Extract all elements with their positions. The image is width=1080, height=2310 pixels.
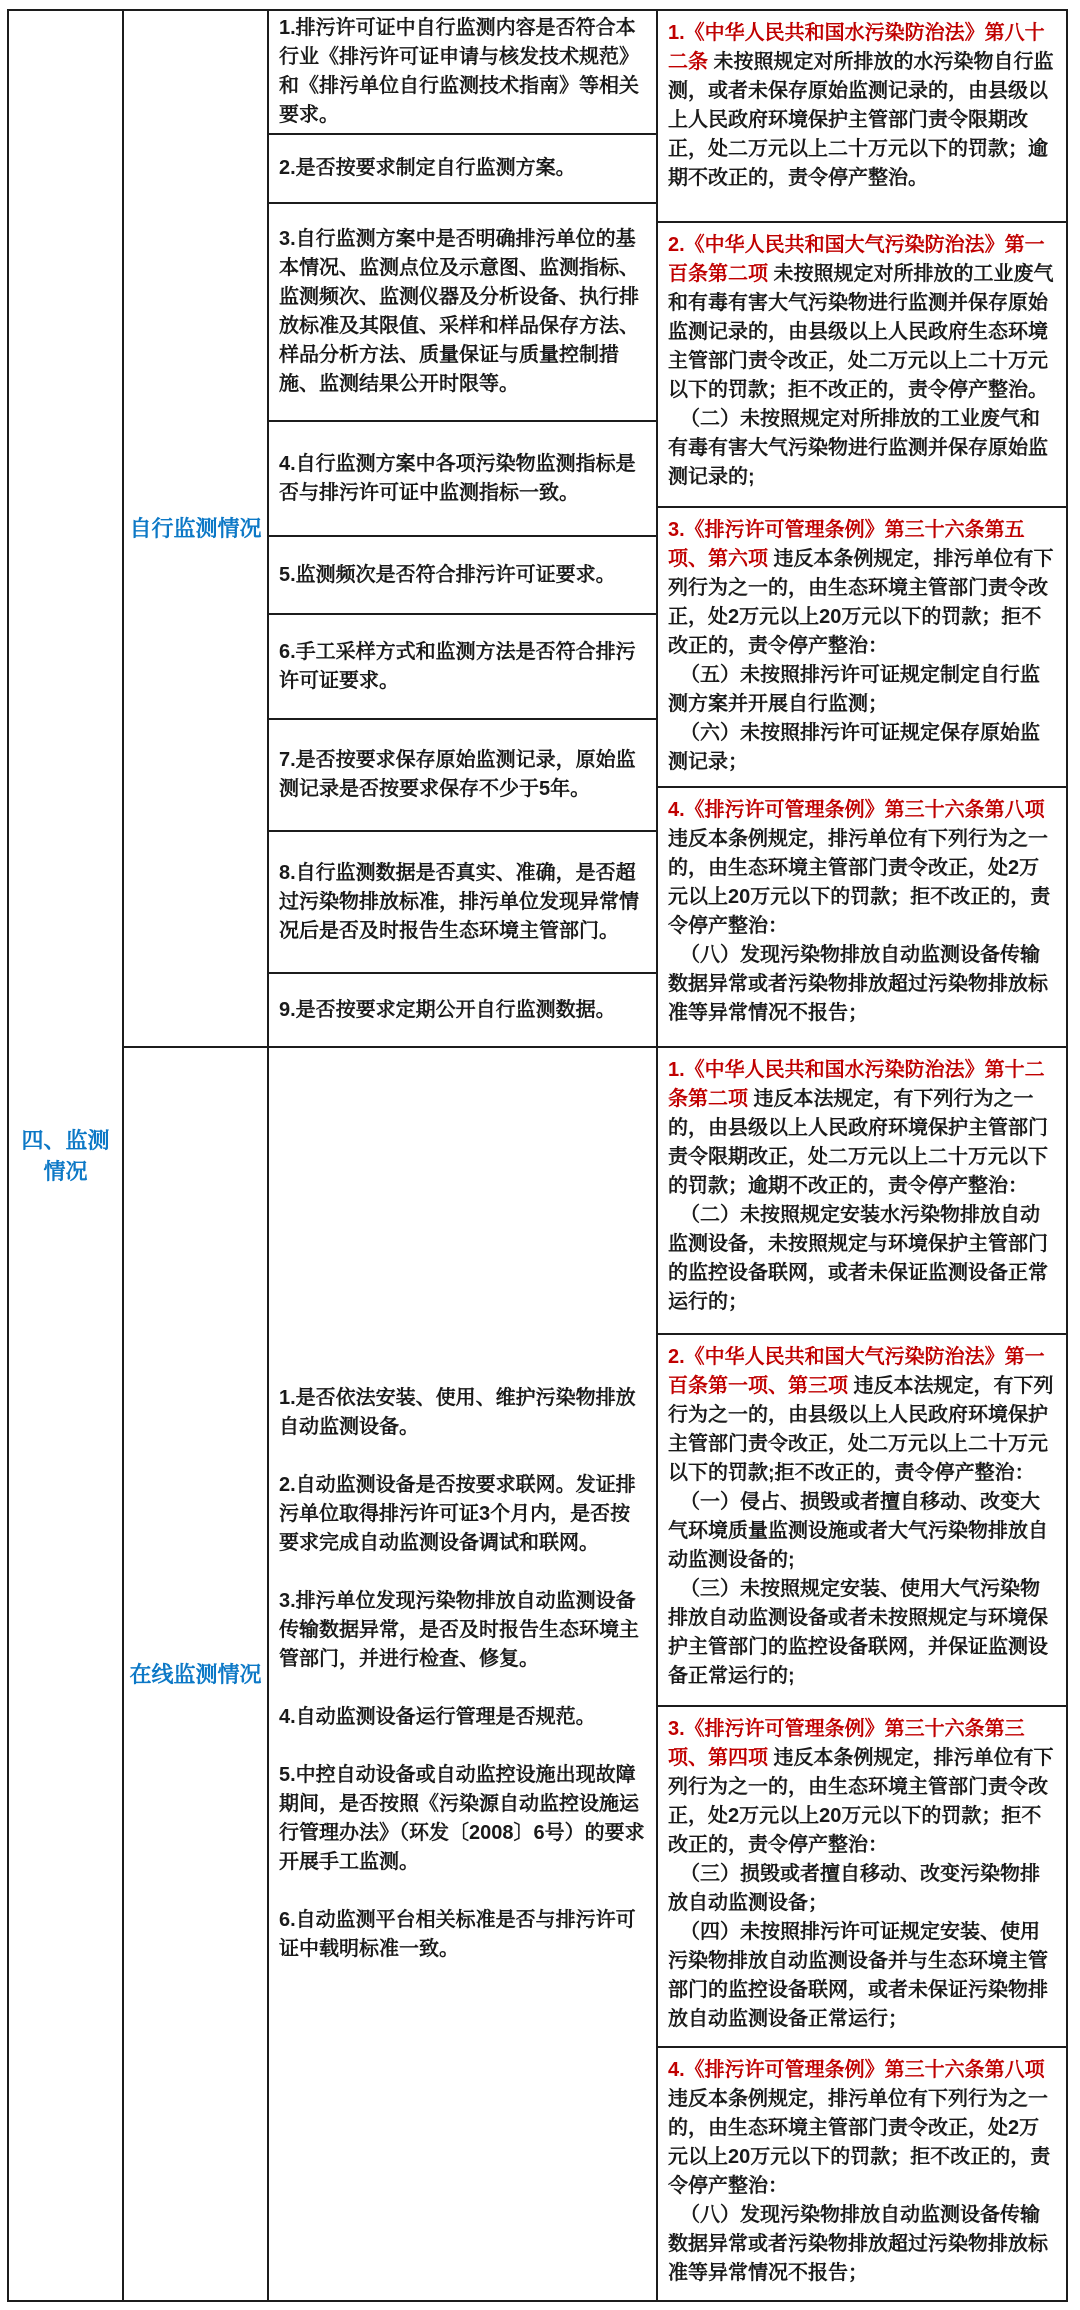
legal-ref: 2.《中华人民共和国大气污染防治法》第一百条第一项、第三项 xyxy=(668,1346,1045,1397)
legal-basis-cell xyxy=(658,1335,1066,1707)
legal-basis-cell xyxy=(658,2048,1066,2300)
legal-ref: 3.《排污许可管理条例》第三十六条第三项、第四项 xyxy=(668,1718,1025,1769)
self-monitoring-check-items xyxy=(269,11,656,1048)
legal-ref: 3.《排污许可管理条例》第三十六条第五项、第六项 xyxy=(668,519,1025,570)
legal-lead-paragraph xyxy=(668,1343,1056,1488)
legal-sub-item: （三）未按照规定安装、使用大气污染物排放自动监测设备或者未按照规定与环境保护主管部门的监控设备联网，并保证监测设备正常运行的; xyxy=(668,1578,1048,1687)
legal-lead-paragraph xyxy=(668,231,1056,405)
legal-lead-paragraph xyxy=(668,1056,1056,1201)
legal-basis-cell xyxy=(658,223,1066,508)
check-item-cell xyxy=(269,832,656,974)
check-item-text: 2.是否按要求制定自行监测方案。 xyxy=(279,157,576,179)
legal-body: 违反本法规定，有下列行为之一的，由县级以上人民政府环境保护主管部门责令限期改正，处二万元以上二十万元以下的罚款；逾期不改正的，责令停产整治： xyxy=(668,1088,1048,1197)
check-item-text: 6.手工采样方式和监测方法是否符合排污许可证要求。 xyxy=(279,640,636,692)
legal-ref: 4.《排污许可管理条例》第三十六条第八项 xyxy=(668,799,1045,821)
legal-body: 违反本法规定，有下列行为之一的，由县级以上人民政府环境保护主管部门责令改正，处二万元以上二十万元以下的罚款;拒不改正的，责令停产整治： xyxy=(668,1375,1054,1484)
legal-ref: 4.《排污许可管理条例》第三十六条第八项 xyxy=(668,2059,1045,2081)
legal-basis-cell xyxy=(658,1707,1066,2048)
legal-sub-item: （二）未按照规定对所排放的工业废气和有毒有害大气污染物进行监测并保存原始监测记录的; xyxy=(668,408,1048,488)
check-item-text: 4.自动监测设备运行管理是否规范。 xyxy=(279,1706,596,1728)
category-label-online-monitoring: 在线监测情况 xyxy=(129,1661,262,1687)
section-label: 四、监测情况 xyxy=(21,1127,110,1184)
check-item-cell xyxy=(269,537,656,615)
legal-body: 未按照规定对所排放的水污染物自行监测，或者未保存原始监测记录的，由县级以上人民政府环境保护主管部门责令限期改正，处二万元以上二十万元以下的罚款；逾期不改正的，责令停产整治。 xyxy=(668,51,1054,189)
section-cell xyxy=(9,11,124,2300)
legal-ref: 1.《中华人民共和国水污染防治法》第八十二条 xyxy=(668,22,1045,73)
legal-lead-paragraph xyxy=(668,19,1056,193)
category-label-self-monitoring: 自行监测情况 xyxy=(129,516,262,541)
check-item-text: 1.排污许可证中自行监测内容是否符合本行业《排污许可证申请与核发技术规范》和《排污单位自行监测技术指南》等相关要求。 xyxy=(279,17,639,126)
legal-sub-item: （一）侵占、损毁或者擅自移动、改变大气环境质量监测设施或者大气污染物排放自动监测设备的; xyxy=(668,1491,1048,1571)
check-item-text: 3.自行监测方案中是否明确排污单位的基本情况、监测点位及示意图、监测指标、监测频次、监测仪器及分析设备、执行排放标准及其限值、采样和样品保存方法、样品分析方法、质量保证与质量控制措施、监测结果公开时限等。 xyxy=(279,228,639,395)
check-item-text: 3.排污单位发现污染物排放自动监测设备传输数据异常，是否及时报告生态环境主管部门，并进行检查、修复。 xyxy=(279,1590,639,1670)
legal-body: 违反本条例规定，排污单位有下列行为之一的，由生态环境主管部门责令改正，处2万元以上20万元以下的罚款；拒不改正的，责令停产整治： xyxy=(668,2088,1051,2197)
check-item-text: 5.监测频次是否符合排污许可证要求。 xyxy=(279,563,616,586)
legal-basis-column xyxy=(658,11,1066,2300)
legal-sub-item: （八）发现污染物排放自动监测设备传输数据异常或者污染物排放超过污染物排放标准等异常情况不报告； xyxy=(668,944,1048,1024)
check-item-cell xyxy=(269,974,656,1046)
legal-body: 未按照规定对所排放的工业废气和有毒有害大气污染物进行监测并保存原始监测记录的，由县级以上人民政府生态环境主管部门责令改正，处二万元以上二十万元以下的罚款；拒不改正的，责令停产整治。 xyxy=(668,263,1054,401)
legal-body: 违反本条例规定，排污单位有下列行为之一的，由生态环境主管部门责令改正，处2万元以上20万元以下的罚款；拒不改正的，责令停产整治： xyxy=(668,828,1051,937)
check-item-text: 9.是否按要求定期公开自行监测数据。 xyxy=(279,998,616,1021)
legal-sub-item: （八）发现污染物排放自动监测设备传输数据异常或者污染物排放超过污染物排放标准等异常情况不报告； xyxy=(668,2204,1048,2284)
legal-body: 违反本条例规定，排污单位有下列行为之一的，由生态环境主管部门责令改正，处2万元以上20万元以下的罚款；拒不改正的，责令停产整治： xyxy=(668,1747,1054,1856)
legal-ref: 2.《中华人民共和国大气污染防治法》第一百条第二项 xyxy=(668,234,1045,285)
monitoring-inspection-table xyxy=(7,9,1068,2302)
check-item-cell xyxy=(269,1048,656,2300)
online-monitoring-legal-cells xyxy=(658,1048,1066,2300)
legal-lead-paragraph xyxy=(668,516,1056,661)
legal-basis-cell xyxy=(658,508,1066,788)
check-item-cell xyxy=(269,422,656,537)
legal-sub-item: （二）未按照规定安装水污染物排放自动监测设备，未按照规定与环境保护主管部门的监控设备联网，或者未保证监测设备正常运行的； xyxy=(668,1204,1048,1313)
category-column xyxy=(124,11,269,2300)
check-item-text: 2.自动监测设备是否按要求联网。发证排污单位取得排污许可证3个月内，是否按要求完成自动监测设备调试和联网。 xyxy=(279,1474,636,1554)
legal-sub-item: （六）未按照排污许可证规定保存原始监测记录； xyxy=(668,722,1040,773)
check-item-cell xyxy=(269,615,656,720)
legal-basis-cell xyxy=(658,1048,1066,1335)
check-item-text: 5.中控自动设备或自动监控设施出现故障期间，是否按照《污染源自动监控设施运行管理办法》（环发〔2008〕6号）的要求开展手工监测。 xyxy=(279,1764,645,1873)
check-item-text: 4.自行监测方案中各项污染物监测指标是否与排污许可证中监测指标一致。 xyxy=(279,452,636,504)
legal-basis-cell xyxy=(658,788,1066,1046)
check-items-column xyxy=(269,11,658,2300)
self-monitoring-legal-cells xyxy=(658,11,1066,1048)
check-item-text: 1.是否依法安装、使用、维护污染物排放自动监测设备。 xyxy=(279,1387,636,1438)
check-item-text: 7.是否按要求保存原始监测记录，原始监测记录是否按要求保存不少于5年。 xyxy=(279,749,636,800)
check-item-cell xyxy=(269,11,656,135)
category-cell-self-monitoring xyxy=(124,11,267,1048)
legal-sub-item: （三）损毁或者擅自移动、改变污染物排放自动监测设备； xyxy=(668,1863,1040,1914)
check-item-cell xyxy=(269,135,656,204)
legal-body: 违反本条例规定，排污单位有下列行为之一的，由生态环境主管部门责令改正，处2万元以上20万元以下的罚款；拒不改正的，责令停产整治： xyxy=(668,548,1054,657)
check-item-text: 6.自动监测平台相关标准是否与排污许可证中载明标准一致。 xyxy=(279,1909,636,1960)
legal-basis-cell xyxy=(658,11,1066,223)
legal-lead-paragraph xyxy=(668,796,1056,941)
legal-ref: 1.《中华人民共和国水污染防治法》第十二条第二项 xyxy=(668,1059,1045,1110)
check-item-text: 8.自行监测数据是否真实、准确，是否超过污染物排放标准，排污单位发现异常情况后是否及时报告生态环境主管部门。 xyxy=(279,861,639,942)
check-item-cell xyxy=(269,204,656,422)
legal-lead-paragraph xyxy=(668,1715,1056,1860)
category-cell-online-monitoring xyxy=(124,1048,267,2300)
legal-lead-paragraph xyxy=(668,2056,1056,2201)
check-item-cell xyxy=(269,720,656,832)
legal-sub-item: （五）未按照排污许可证规定制定自行监测方案并开展自行监测； xyxy=(668,664,1040,715)
online-monitoring-check-items xyxy=(269,1048,656,2300)
legal-sub-item: （四）未按照排污许可证规定安装、使用污染物排放自动监测设备并与生态环境主管部门的监控设备联网，或者未保证污染物排放自动监测设备正常运行； xyxy=(668,1921,1048,2030)
